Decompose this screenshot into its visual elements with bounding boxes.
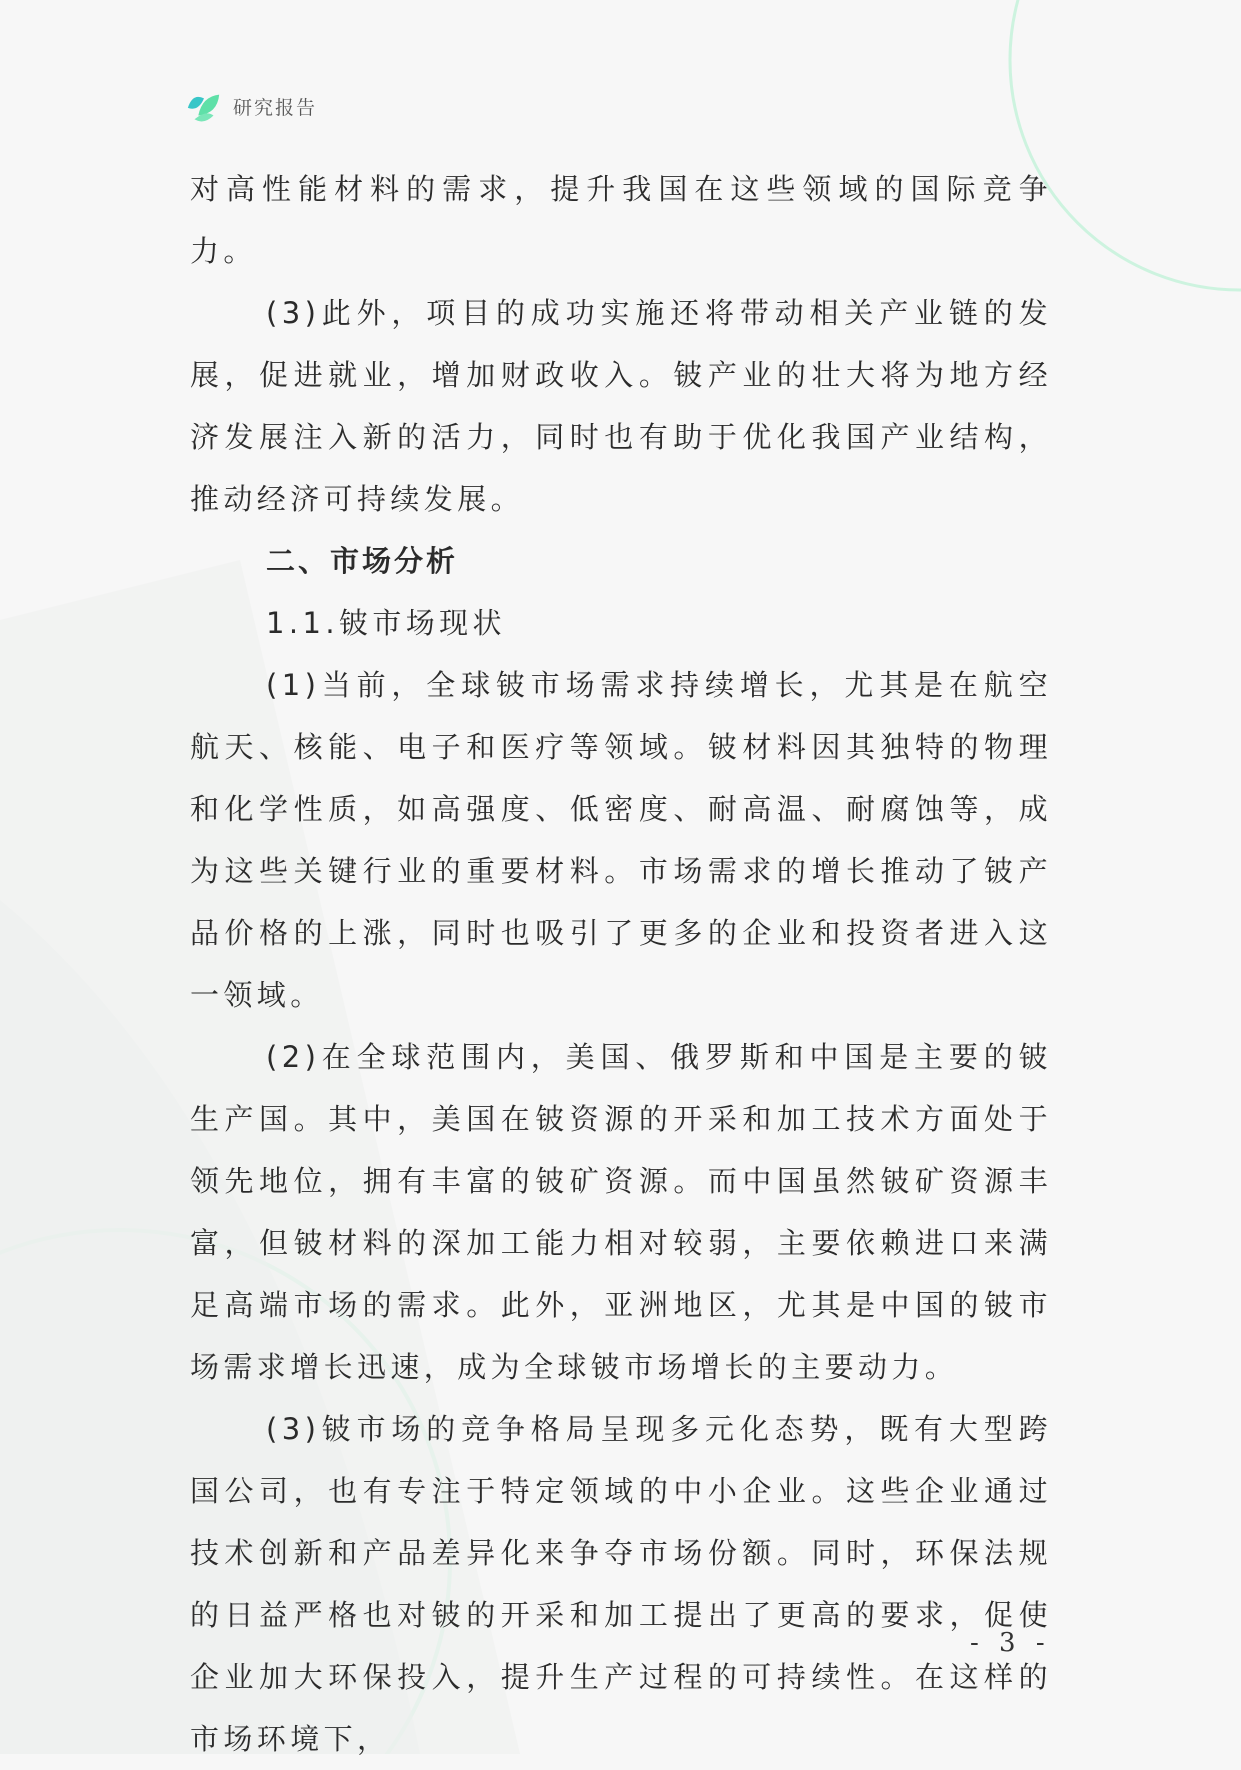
paragraph-continued: 对高性能材料的需求，提升我国在这些领域的国际竞争力。	[190, 172, 1052, 268]
page-number: - 3 -	[970, 1628, 1051, 1658]
leaf-logo-icon	[185, 87, 223, 125]
document-body	[190, 158, 1052, 1770]
paragraph-1: (1)当前，全球铍市场需求持续增长，尤其是在航空航天、核能、电子和医疗等领域。铍材料因其独特的物理和化学性质，如高强度、低密度、耐高温、耐腐蚀等，成为这些关键行业的重要材料。市场需求的增长推动了铍产品价格的上涨，同时也吸引了更多的企业和投资者进入这一领域。	[190, 668, 1052, 1012]
report-header	[185, 86, 317, 126]
paragraph-3b: (3)铍市场的竞争格局呈现多元化态势，既有大型跨国公司，也有专注于特定领域的中小企业。这些企业通过技术创新和产品差异化来争夺市场份额。同时，环保法规的日益严格也对铍的开采和加工提出了更高的要求，促使企业加大环保投入，提升生产过程的可持续性。在这样的市场环境下，	[190, 1412, 1052, 1756]
header-title: 研究报告	[233, 96, 318, 119]
subsection-heading: 1.1.铍市场现状	[266, 606, 506, 640]
paragraph-2: (2)在全球范围内，美国、俄罗斯和中国是主要的铍生产国。其中，美国在铍资源的开采和加工技术方面处于领先地位，拥有丰富的铍矿资源。而中国虽然铍矿资源丰富，但铍材料的深加工能力相对较弱，主要依赖进口来满足高端市场的需求。此外，亚洲地区，尤其是中国的铍市场需求增长迅速，成为全球铍市场增长的主要动力。	[190, 1040, 1052, 1384]
section-heading: 二、市场分析	[266, 544, 459, 578]
paragraph-3: (3)此外，项目的成功实施还将带动相关产业链的发展，促进就业，增加财政收入。铍产业的壮大将为地方经济发展注入新的活力，同时也有助于优化我国产业结构，推动经济可持续发展。	[190, 296, 1052, 516]
